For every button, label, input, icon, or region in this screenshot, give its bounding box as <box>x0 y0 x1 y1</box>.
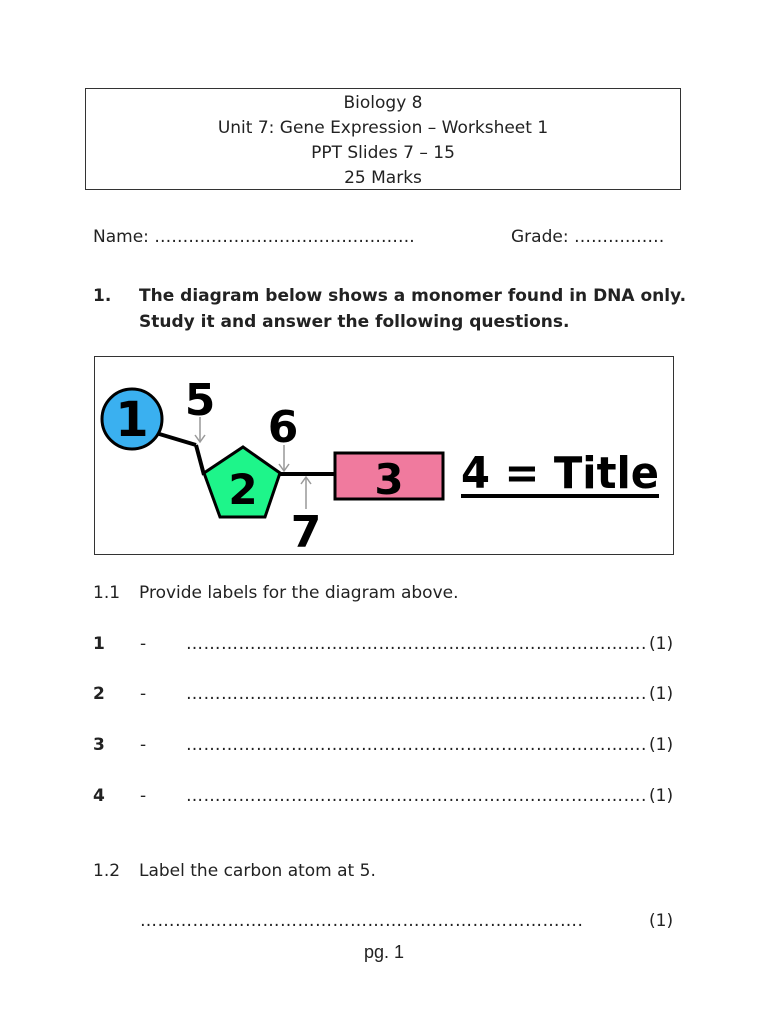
unit-title: Unit 7: Gene Expression – Worksheet 1 <box>217 118 549 138</box>
question-1-2-text: Label the carbon atom at 5. <box>139 861 376 881</box>
marks-value: (1) <box>649 684 674 704</box>
marks-value: (1) <box>649 786 674 806</box>
answer-row-dash: - <box>140 786 147 806</box>
question-1-line-1: The diagram below shows a monomer found in DNA only. <box>139 286 687 306</box>
answer-row-dash: - <box>140 684 147 704</box>
question-1-1-text: Provide labels for the diagram above. <box>139 583 459 603</box>
question-1-text <box>139 283 686 335</box>
answer-row <box>0 735 768 759</box>
label-2: 2 <box>228 465 258 514</box>
answer-row-number: 3 <box>93 735 105 755</box>
label-5: 5 <box>184 375 216 426</box>
label-6: 6 <box>267 402 299 453</box>
sugar-link-line <box>196 445 204 475</box>
slides-reference: PPT Slides 7 – 15 <box>311 143 455 163</box>
answer-row-number: 1 <box>93 634 105 654</box>
question-1-line-2: Study it and answer the following questions. <box>139 312 570 332</box>
marks-value: (1) <box>649 634 674 654</box>
grade-field[interactable]: Grade: ……….…… <box>511 227 665 247</box>
course-title: Biology 8 <box>343 93 423 113</box>
answer-row <box>0 786 768 810</box>
answer-line[interactable]: ……………………………………………………………………. <box>186 735 647 755</box>
answer-row-number: 4 <box>93 786 105 806</box>
nucleotide-diagram <box>94 356 674 555</box>
name-field[interactable]: Name: ………………………………………. <box>93 227 415 247</box>
question-1-1-number: 1.1 <box>93 583 121 603</box>
answer-line[interactable]: ……………………………………………………………………. <box>186 684 647 704</box>
answer-line[interactable]: ……………………………………………………………………. <box>186 786 647 806</box>
total-marks: 25 Marks <box>344 168 422 188</box>
diagram-title: 4 = Title <box>461 448 659 499</box>
marks-value-1-2: (1) <box>649 911 674 931</box>
label-7: 7 <box>290 507 322 554</box>
label-3: 3 <box>374 455 404 504</box>
page-number: pg. 1 <box>363 942 405 962</box>
answer-row-number: 2 <box>93 684 105 704</box>
marks-value: (1) <box>649 735 674 755</box>
question-1-2-number: 1.2 <box>93 861 121 881</box>
phosphate-bond-line <box>156 433 196 445</box>
answer-line-1-2[interactable]: …………………………………………………………………. <box>140 911 584 931</box>
answer-row <box>0 634 768 658</box>
worksheet-header <box>85 88 681 190</box>
answer-row-dash: - <box>140 634 147 654</box>
answer-line[interactable]: ……………………………………………………………………. <box>186 634 647 654</box>
question-1-number: 1. <box>93 286 112 306</box>
label-1: 1 <box>115 392 149 448</box>
answer-row-dash: - <box>140 735 147 755</box>
answer-row <box>0 684 768 708</box>
